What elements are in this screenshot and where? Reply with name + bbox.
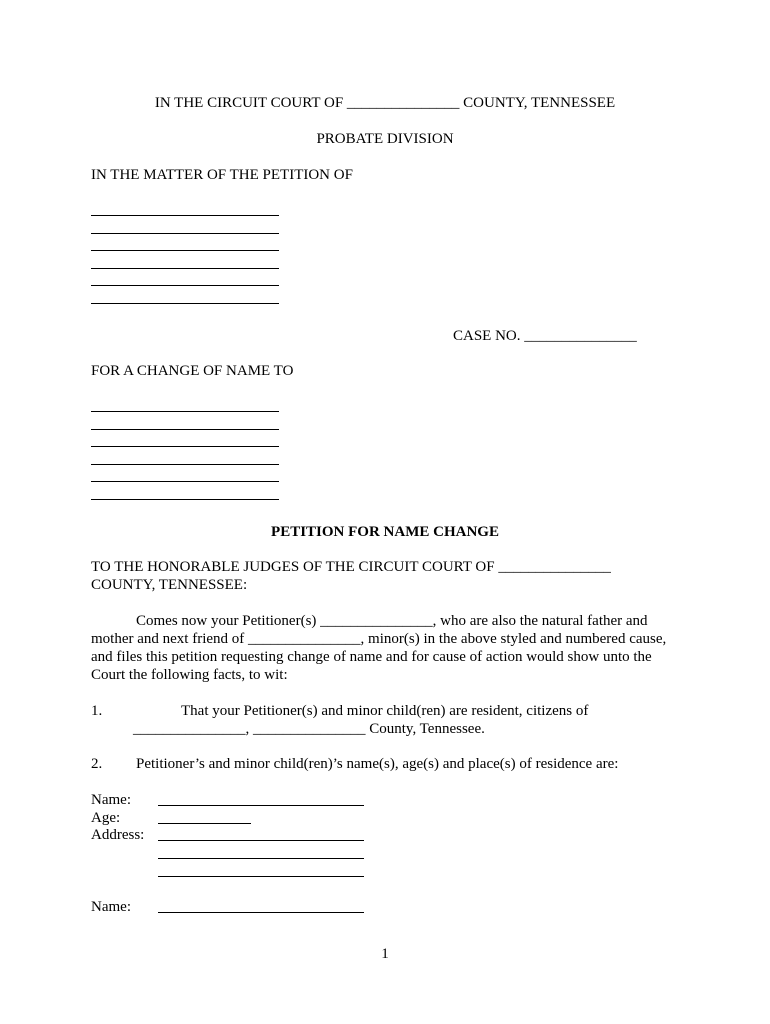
- address-line-2: COUNTY, TENNESSEE:: [91, 577, 248, 593]
- blank-line: [91, 464, 279, 465]
- address-label: Address:: [91, 827, 145, 843]
- intro-line-3: and files this petition requesting change of name and for cause of action would show unto the: [91, 649, 652, 665]
- age-label: Age:: [91, 810, 121, 826]
- blank-line: [91, 233, 279, 234]
- blank-line: [91, 250, 279, 251]
- page-number: 1: [381, 946, 389, 962]
- court-heading: IN THE CIRCUIT COURT OF _______________ COUNTY, TENNESSEE: [154, 95, 616, 111]
- intro-line-2: mother and next friend of _______________, minor(s) in the above styled and numbered cause,: [91, 631, 667, 647]
- blank-line: [91, 285, 279, 286]
- change-of-name-line: FOR A CHANGE OF NAME TO: [91, 363, 294, 379]
- name-label-2: Name:: [91, 899, 131, 915]
- item-1-line-2: _______________, _______________ County, Tennessee.: [133, 721, 485, 737]
- name-label: Name:: [91, 792, 131, 808]
- division-heading: PROBATE DIVISION: [316, 131, 454, 147]
- item-1-number: 1.: [91, 703, 103, 719]
- petition-title: PETITION FOR NAME CHANGE: [271, 524, 499, 540]
- item-2-number: 2.: [91, 756, 103, 772]
- blank-line: [91, 429, 279, 430]
- blank-line: [91, 215, 279, 216]
- blank-line: [91, 481, 279, 482]
- blank-line: [91, 446, 279, 447]
- blank-line: [91, 268, 279, 269]
- blank-line: [91, 303, 279, 304]
- address-line-1: TO THE HONORABLE JUDGES OF THE CIRCUIT COURT OF _______________: [91, 559, 611, 575]
- intro-line-1: Comes now your Petitioner(s) _______________, who are also the natural father and: [136, 613, 648, 629]
- case-number: CASE NO. _______________: [453, 328, 637, 344]
- name-blank-2: [158, 912, 364, 913]
- matter-line: IN THE MATTER OF THE PETITION OF: [91, 167, 353, 183]
- blank-line: [91, 411, 279, 412]
- address-blank: [158, 876, 364, 877]
- intro-line-4: Court the following facts, to wit:: [91, 667, 288, 683]
- item-2-text: Petitioner’s and minor child(ren)’s name(s), age(s) and place(s) of residence are:: [136, 756, 619, 772]
- blank-line: [91, 499, 279, 500]
- address-blank: [158, 858, 364, 859]
- item-1-line-1: That your Petitioner(s) and minor child(ren) are resident, citizens of: [181, 703, 589, 719]
- address-blank: [158, 840, 364, 841]
- name-blank: [158, 805, 364, 806]
- age-blank: [158, 823, 251, 824]
